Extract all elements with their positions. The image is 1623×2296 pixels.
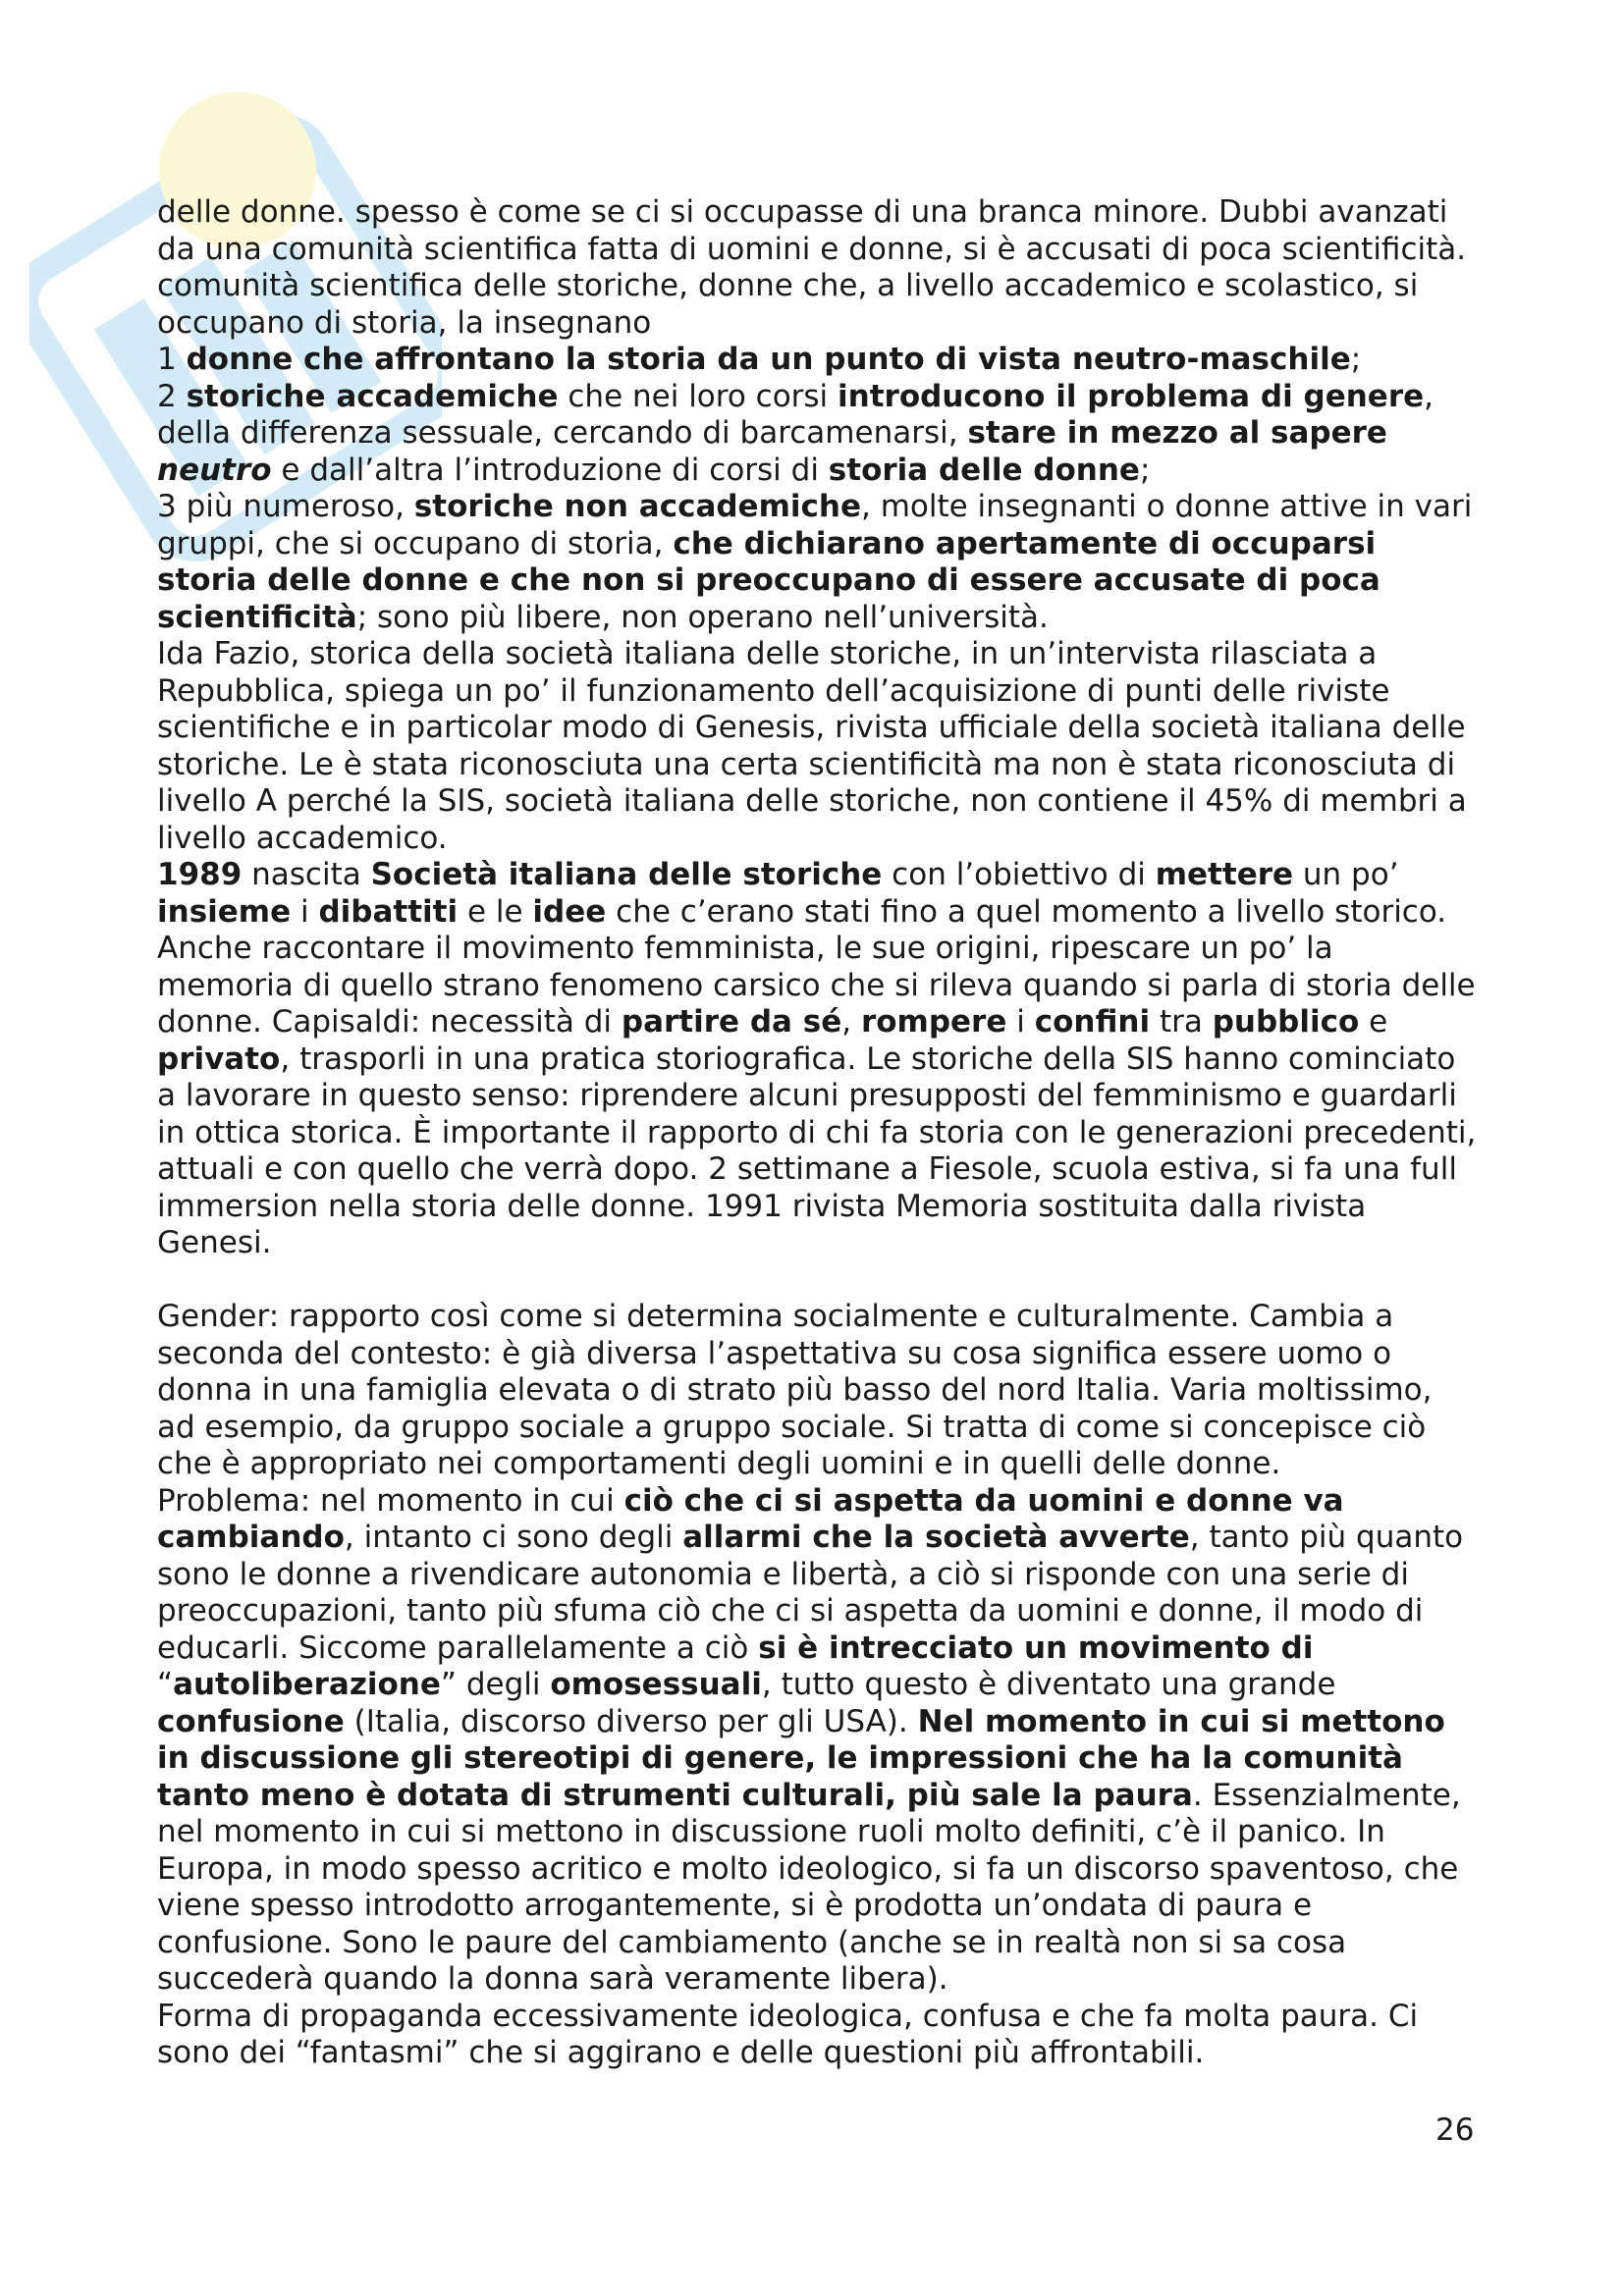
text-run: 1989 [157,857,243,892]
document-body [157,194,1478,2072]
paragraph [157,194,1478,268]
text-run: si è intrecciato un movimento di [758,1629,1314,1666]
text-run: ; [1139,452,1151,488]
text-run: 1 [157,342,187,377]
paragraph [157,1999,1478,2072]
text-run: , tanto più quanto sono le donne a rivendicare autonomia e libertà, a ciò si risponde con una serie di preoccupazioni, tanto più sfuma ciò che ci si aspetta da uomini e donne, il modo di educarli. Siccome parallelamente a ciò [157,1520,1464,1666]
text-run: idee [532,893,607,930]
text-run: autoliberazione [173,1667,441,1702]
text-run: Forma di propaganda eccessivamente ideologica, confusa e che fa molta paura. Ci sono dei “fantasmi” che si aggirano e delle questioni più affrontabili. [157,1998,1419,2070]
text-run: insieme [157,893,292,930]
text-run: e dall’altra l’introduzione di corsi di [271,452,829,488]
text-run: storiche non accademiche [413,489,861,524]
text-run: ” degli [440,1667,551,1702]
text-run: Ida Fazio, storica della società italiana delle storiche, in un’intervista rilasciata a Repubblica, spiega un po’ il funzionamento dell’acquisizione di punti delle riviste scientifiche e in particolar modo di Genesis, rivista ufficiale della società italiana delle storiche. Le è stata riconosciuta una certa scientificità ma non è stata riconosciuta di livello A perché la SIS, società italiana delle storiche, non contiene il 45% di membri a livello accademico. [157,636,1467,856]
paragraph [157,342,1478,379]
text-run: ; [1350,342,1362,377]
text-run: (Italia, discorso diverso per gli USA). [344,1703,918,1739]
text-run: nascita [242,857,371,892]
text-run: mettere [1155,857,1294,892]
text-run: che dichiarano apertamente di occuparsi storia delle donne e che non si preoccupano di essere accusate di poca scientificità [157,525,1380,635]
text-run: e [1359,1004,1388,1040]
paragraph-gap [157,1262,1478,1300]
paragraph [157,1299,1478,1483]
text-run: delle donne. spesso è come se ci si occupasse di una branca minore. Dubbi avanzati da una comunità scientifica fatta di uomini e donne, si è accusati di poca scientificità. [157,194,1467,267]
text-run: che c’erano stati fino a quel momento a livello storico. Anche raccontare il movimento femminista, le sue origini, ripescare un po’ la memoria di quello strano fenomeno carsico che si rileva quando si parla di storia delle donne. Capisaldi: necessità di [157,893,1476,1040]
text-run: e le [458,893,533,930]
text-run: , [841,1004,861,1040]
text-run: , tutto questo è diventato una grande [761,1667,1336,1702]
text-run: 3 più numeroso, [157,489,414,524]
paragraph [157,1483,1478,1999]
text-run: storia delle donne [828,452,1140,488]
text-run: confini [1034,1004,1151,1040]
text-run: donne che affrontano la storia da un punto di vista neutro-maschile [186,342,1351,377]
text-run: , molte insegnanti o donne attive in vari gruppi, che si occupano di storia, [157,489,1473,561]
text-run: privato [157,1041,281,1077]
paragraph [157,857,1478,1262]
text-run: neutro [157,452,272,488]
text-run: allarmi che la società avverte [682,1520,1190,1555]
paragraph [157,489,1478,636]
text-run: 2 [157,378,187,414]
text-run: tra [1150,1004,1213,1040]
text-run: pubblico [1212,1004,1360,1040]
text-run: ; sono più libere, non operano nell’università. [356,599,1049,635]
text-run: Gender: rapporto così come si determina socialmente e culturalmente. Cambia a seconda del contesto: è già diversa l’aspettativa su cosa significa essere uomo o donna in una famiglia elevata o di strato più basso del nord Italia. Varia moltissimo, ad esempio, da gruppo sociale a gruppo sociale. Si tratta di come si concepisce ciò che è appropriato nei comportamenti degli uomini e in quelli delle donne. [157,1299,1433,1481]
text-run: con l’obiettivo di [882,857,1156,892]
text-run: dibattiti [318,893,459,930]
text-run: che nei loro corsi [558,378,839,414]
text-run: Nel momento in cui si mettono in discussione gli stereotipi di genere, le impressioni che ha la comunità tanto meno è dotata di strumenti culturali, più sale la paura [157,1703,1445,1813]
text-run: Problema: nel momento in cui [157,1482,624,1519]
text-run: partire da sé [621,1004,842,1040]
text-run: comunità scientifica delle storiche, donne che, a livello accademico e scolastico, si occupano di storia, la insegnano [157,268,1419,341]
text-run: . Essenzialmente, nel momento in cui si mettono in discussione ruoli molto definiti, c’è il panico. In Europa, in modo spesso acritico e molto ideologico, si fa un discorso spaventoso, che viene spesso introdotto arrogantemente, si è prodotta un’ondata di paura e confusione. Sono le paure del cambiamento (anche se in realtà non si sa cosa succederà quando la donna sarà veramente libera). [157,1777,1461,1997]
text-run: ciò che ci si aspetta da uomini e donne va cambiando [157,1482,1344,1555]
text-run: i [291,893,319,930]
paragraph [157,379,1478,490]
text-run: , intanto ci sono degli [344,1520,683,1555]
text-run: omosessuali [550,1667,762,1702]
text-run: stare in mezzo al sapere [967,415,1387,451]
text-run: storiche accademiche [186,378,559,414]
text-run: confusione [157,1703,345,1739]
text-run: introducono il problema di genere [838,378,1425,414]
text-run: , trasporli in una pratica storiografica. Le storiche della SIS hanno cominciato a lavorare in questo senso: riprendere alcuni presupposti del femminismo e guardarli in ottica storica. È importante il rapporto di chi fa storia con le generazioni precedenti, attuali e con quello che verrà dopo. 2 settimane a Fiesole, scuola estiva, si fa una full immersion nella storia delle donne. 1991 rivista Memoria sostituita dalla rivista Genesi. [157,1041,1477,1260]
text-run: un po’ [1293,857,1399,892]
text-run: , della differenza sessuale, cercando di barcamenarsi, [157,378,1434,451]
text-run: rompere [860,1004,1007,1040]
page-number: 26 [1435,2112,1475,2148]
paragraph [157,636,1478,857]
text-run: Società italiana delle storiche [370,857,883,892]
text-run: “ [157,1667,174,1702]
paragraph [157,268,1478,342]
text-run: i [1006,1004,1035,1040]
